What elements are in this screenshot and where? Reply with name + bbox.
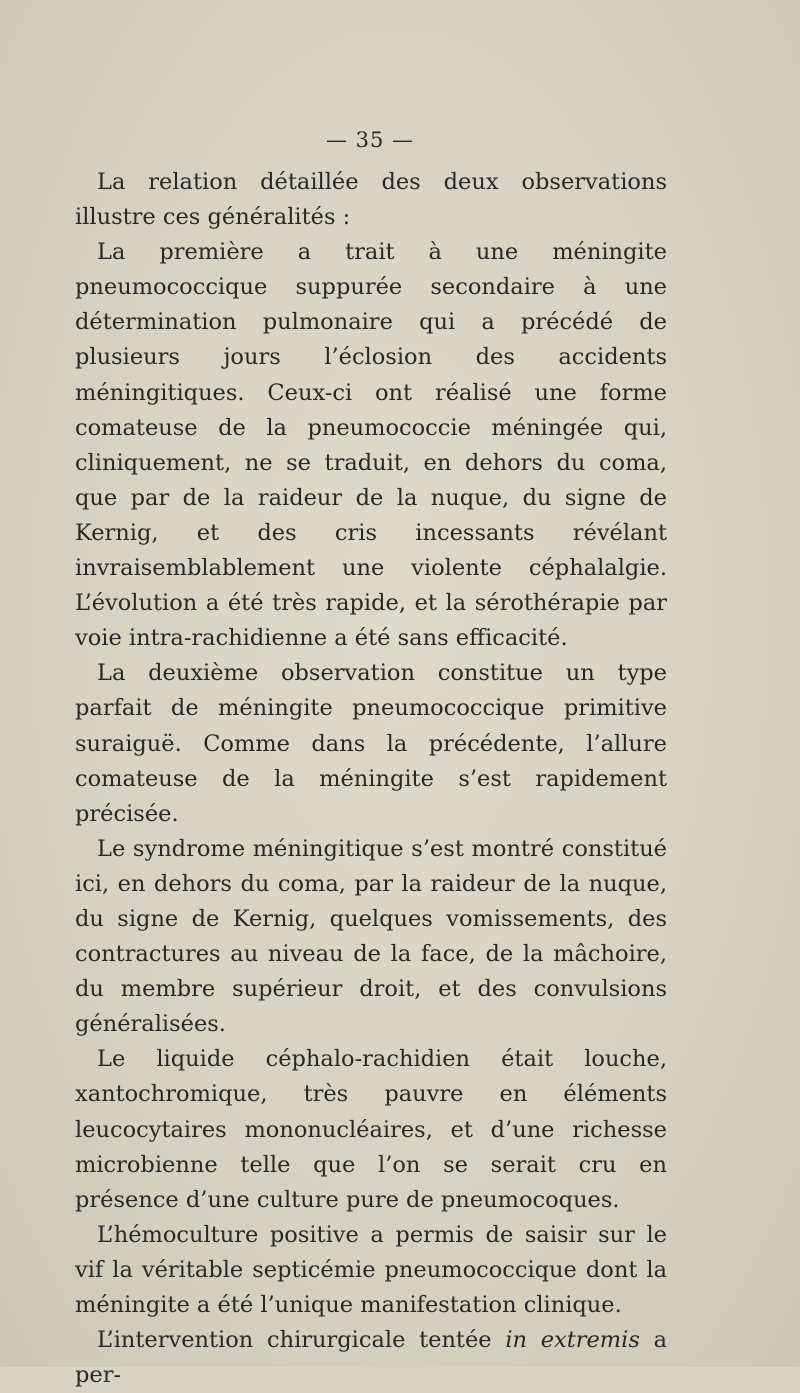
paragraph-7-end: a per- (75, 1327, 667, 1389)
paragraph-7 (75, 1323, 667, 1393)
paragraph-6: L’hémoculture positive a permis de saisir sur le vif la véritable septicémie pneumococcique dont la méningite a été l’unique manifestation clinique. (75, 1221, 667, 1318)
paragraph-7-start: L’intervention chirurgicale tentée (97, 1327, 506, 1354)
paragraph-3: La deuxième observation constitue un type parfait de méningite pneumococcique primitive suraiguë. Comme dans la précédente, l’allure comateuse de la méningite s’est rapidement précisée. (75, 660, 667, 827)
paragraph-7-italic: in extremis (505, 1327, 640, 1354)
page-number: — 35 — (325, 128, 415, 152)
paragraph-4: Le syndrome méningitique s’est montré constitué ici, en dehors du coma, par la raideur de la nuque, du signe de Kernig, quelques vomissements, des contractures au niveau de la face, de la mâchoire, du membre supérieur droit, et des convulsions généralisées. (75, 835, 667, 1038)
paragraph-1: La relation détaillée des deux observations illustre ces généralités : (75, 169, 667, 231)
paragraph-2: La première a trait à une méningite pneumococcique suppurée secondaire à une détermination pulmonaire qui a précédé de plusieurs jours l’éclosion des accidents méningitiques. Ceux-ci ont réalisé une forme comateuse de la pneumococcie méningée qui, cliniquement, ne se traduit, en dehors du coma, que par de la raideur de la nuque, du signe de Kernig, et des cris incessants révélant invraisemblablement une violente céphalalgie. L’évolution a été très rapide, et la sérothérapie par voie intra-rachidienne a été sans efficacité. (75, 239, 667, 652)
page-body (75, 165, 667, 1393)
paragraph-5: Le liquide céphalo-rachidien était louche, xantochromique, très pauvre en éléments leucocytaires mononucléaires, et d’une richesse microbienne telle que l’on se serait cru en présence d’une culture pure de pneumocoques. (75, 1046, 667, 1213)
